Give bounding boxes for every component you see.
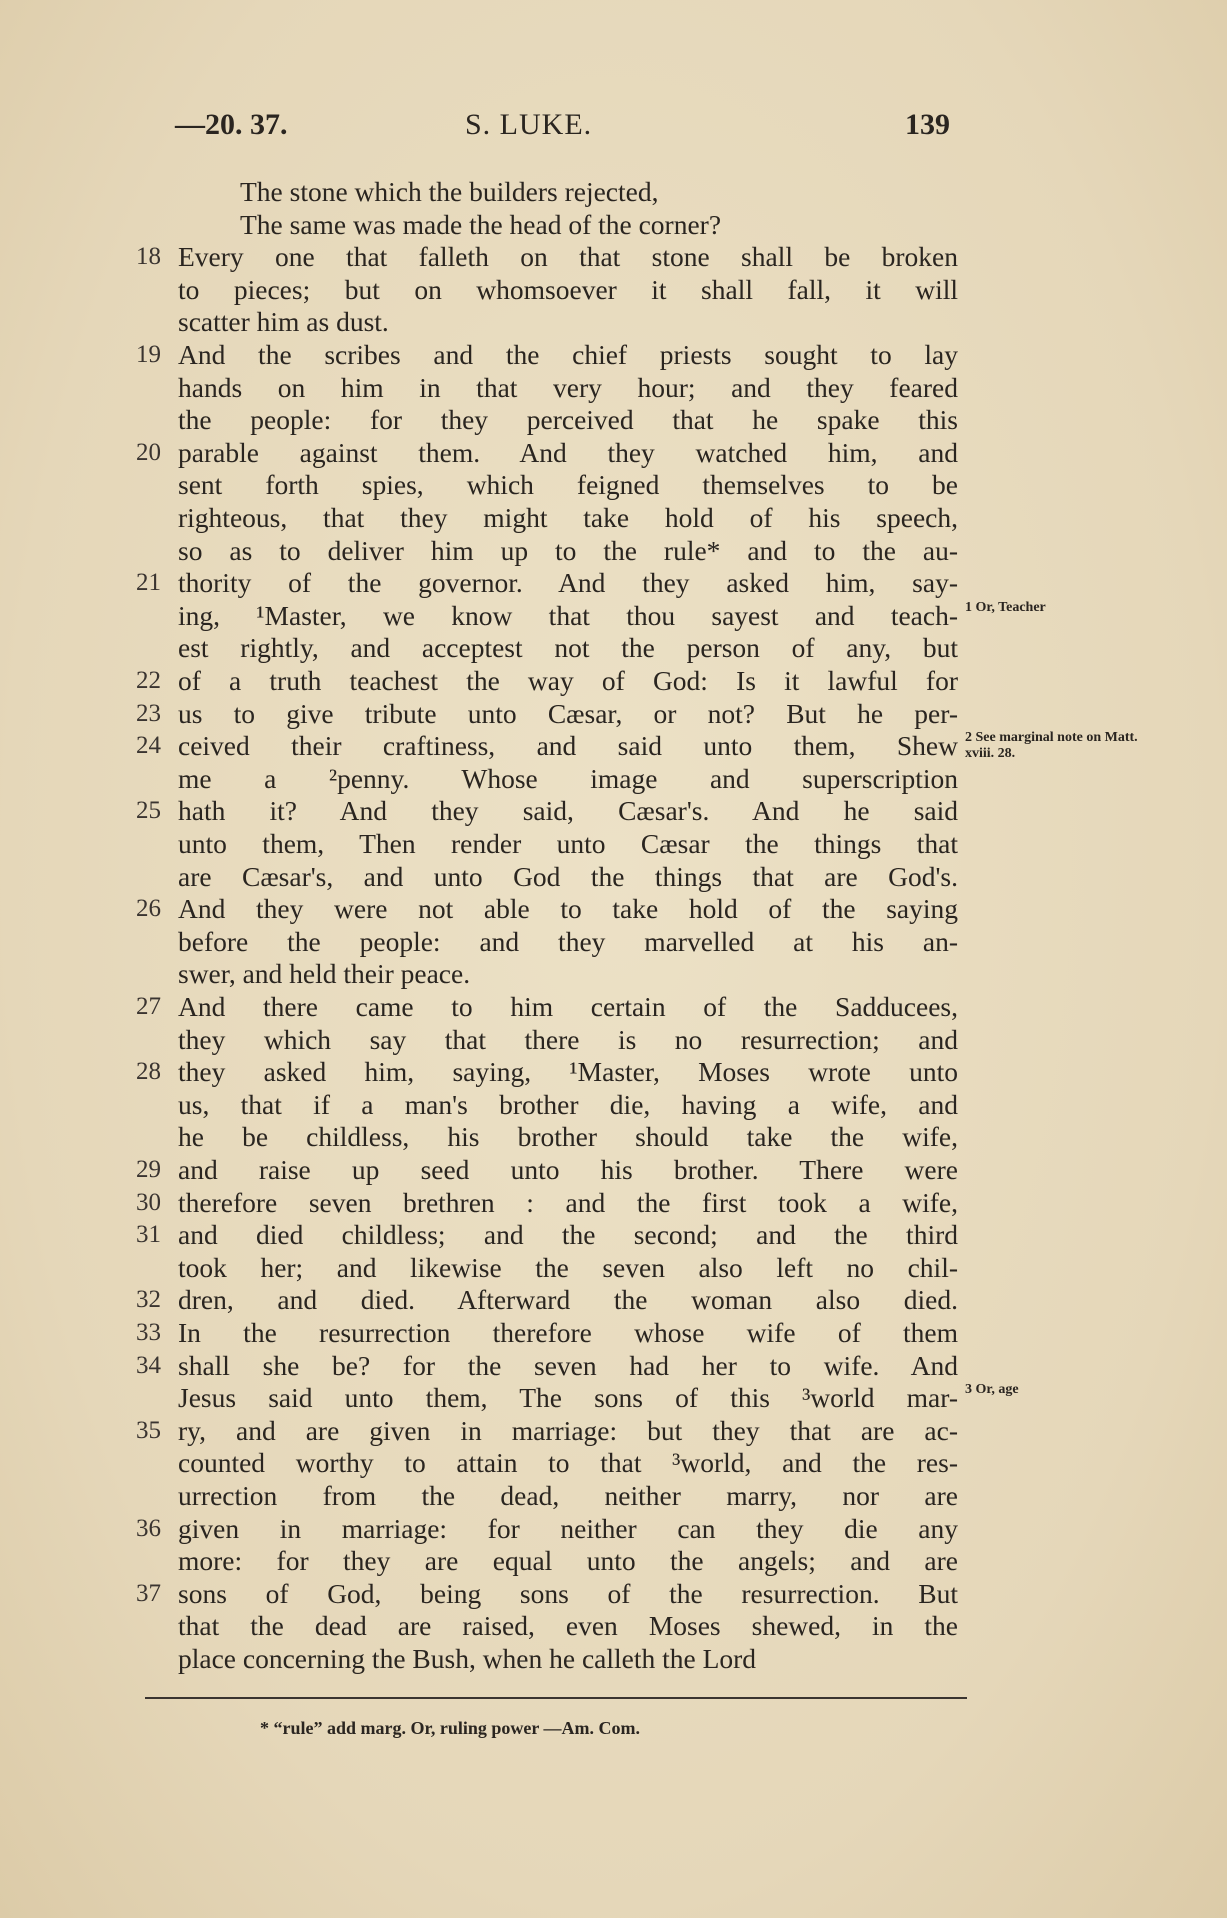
text-line xyxy=(0,1545,1227,1577)
verse-text: of a truth teachest the way of God: Is it lawful for xyxy=(178,665,958,696)
verse-text: The stone which the builders rejected, xyxy=(240,176,659,207)
verse-number: 19 xyxy=(136,341,161,368)
verse-number: 32 xyxy=(136,1286,161,1314)
verse-number: 24 xyxy=(136,732,161,760)
verse-number: 25 xyxy=(136,797,161,825)
text-line xyxy=(0,1513,1227,1545)
verse-text: And the scribes and the chief priests sought to lay xyxy=(178,339,958,370)
verse-text: us to give tribute unto Cæsar, or not? But he per- xyxy=(178,697,958,729)
page-number: 139 xyxy=(905,108,950,141)
verse-text: The same was made the head of the corner? xyxy=(240,208,722,240)
chapter-verse-range: —20. 37. xyxy=(175,108,288,141)
text-line xyxy=(0,828,1227,860)
verse-text: counted worthy to attain to that ³world, and the res- xyxy=(178,1447,958,1479)
text-line xyxy=(0,795,1227,827)
verse-text: scatter him as dust. xyxy=(178,306,389,338)
verse-text: And they were not able to take hold of the saying xyxy=(178,893,958,925)
verse-number: 37 xyxy=(136,1579,161,1607)
verse-text: us, that if a man's brother die, having a wife, and xyxy=(178,1088,958,1120)
text-line xyxy=(0,1643,1227,1675)
text-line xyxy=(0,1219,1227,1251)
text-line xyxy=(0,469,1227,501)
text-line xyxy=(0,1447,1227,1479)
verse-text: ceived their craftiness, and said unto them, Shew xyxy=(178,730,958,762)
text-line xyxy=(0,404,1227,436)
verse-text: est rightly, and acceptest not the person of any, but xyxy=(178,632,958,664)
verse-number: 20 xyxy=(136,438,161,466)
text-line xyxy=(0,1350,1227,1382)
verse-number: 22 xyxy=(136,667,161,694)
verse-text: sent forth spies, which feigned themselves to be xyxy=(178,469,958,501)
verse-text: urrection from the dead, neither marry, nor are xyxy=(178,1480,958,1511)
verse-text: Jesus said unto them, The sons of this ³world mar- xyxy=(178,1382,958,1414)
text-line xyxy=(0,176,1227,208)
text-line xyxy=(0,306,1227,338)
verse-text: In the resurrection therefore whose wife of them xyxy=(178,1317,958,1348)
text-line xyxy=(0,665,1227,697)
text-line xyxy=(0,274,1227,306)
verse-text: thority of the governor. And they asked him, say- xyxy=(178,567,958,599)
verse-text: ry, and are given in marriage: but they that are ac- xyxy=(178,1414,958,1446)
text-line xyxy=(0,958,1227,990)
verse-number: 33 xyxy=(136,1319,161,1346)
text-line xyxy=(0,1056,1227,1088)
text-line xyxy=(0,991,1227,1023)
verse-text: and died childless; and the second; and the third xyxy=(178,1219,958,1251)
verse-number: 30 xyxy=(136,1188,161,1216)
text-line xyxy=(0,1415,1227,1447)
text-line xyxy=(0,1187,1227,1219)
verse-text: before the people: and they marvelled at his an- xyxy=(178,925,958,957)
running-header xyxy=(175,108,955,148)
text-line xyxy=(0,1154,1227,1186)
verse-text: swer, and held their peace. xyxy=(178,958,471,990)
text-line xyxy=(0,1480,1227,1512)
text-line xyxy=(0,209,1227,241)
text-line xyxy=(0,1284,1227,1316)
verse-number: 18 xyxy=(136,243,161,271)
verse-text: place concerning the Bush, when he calleth the Lord xyxy=(178,1643,757,1674)
book-title: S. LUKE. xyxy=(465,108,593,141)
verse-number: 21 xyxy=(136,569,161,597)
verse-text: the people: for they perceived that he spake this xyxy=(178,404,958,436)
text-line xyxy=(0,1610,1227,1642)
verse-number: 26 xyxy=(136,895,161,923)
text-line xyxy=(0,600,1227,632)
verse-number: 35 xyxy=(136,1416,161,1444)
verse-text: sons of God, being sons of the resurrection. But xyxy=(178,1577,958,1609)
verse-text: given in marriage: for neither can they die any xyxy=(178,1512,958,1544)
margin-note: 1 Or, Teacher xyxy=(965,599,1046,615)
text-line xyxy=(0,730,1227,762)
text-line xyxy=(0,1317,1227,1349)
verse-text: they asked him, saying, ¹Master, Moses wrote unto xyxy=(178,1056,958,1088)
verse-number: 36 xyxy=(136,1514,161,1542)
text-line xyxy=(0,437,1227,469)
verse-text: hands on him in that very hour; and they feared xyxy=(178,371,958,403)
text-line xyxy=(0,502,1227,534)
verse-text: they which say that there is no resurrection; and xyxy=(178,1023,958,1055)
footnote-rule xyxy=(145,1697,967,1699)
verse-number: 31 xyxy=(136,1221,161,1249)
verse-number: 29 xyxy=(136,1156,161,1183)
text-line xyxy=(0,372,1227,404)
verse-text: and raise up seed unto his brother. There were xyxy=(178,1154,958,1185)
verse-text: parable against them. And they watched him, and xyxy=(178,436,958,468)
verse-text: ing, ¹Master, we know that thou sayest and teach- xyxy=(178,599,958,631)
text-line xyxy=(0,1024,1227,1056)
text-line xyxy=(0,926,1227,958)
text-line xyxy=(0,632,1227,664)
verse-number: 23 xyxy=(136,699,161,727)
text-line xyxy=(0,698,1227,730)
verse-text: Every one that falleth on that stone shall be broken xyxy=(178,241,958,273)
text-line xyxy=(0,241,1227,273)
verse-text: are Cæsar's, and unto God the things that are God's. xyxy=(178,860,958,892)
verse-text: dren, and died. Afterward the woman also died. xyxy=(178,1284,958,1316)
verse-text: he be childless, his brother should take the wife, xyxy=(178,1121,958,1153)
footnote: * “rule” add marg. Or, ruling power —Am. Com. xyxy=(260,1718,640,1738)
verse-number: 34 xyxy=(136,1351,161,1379)
text-line xyxy=(0,1382,1227,1414)
verse-number: 28 xyxy=(136,1058,161,1086)
verse-text: unto them, Then render unto Cæsar the things that xyxy=(178,828,958,859)
verse-text: righteous, that they might take hold of his speech, xyxy=(178,502,958,533)
verse-text: me a ²penny. Whose image and superscription xyxy=(178,762,958,794)
verse-text: hath it? And they said, Cæsar's. And he said xyxy=(178,795,958,827)
text-line xyxy=(0,1252,1227,1284)
text-line xyxy=(0,567,1227,599)
margin-note: 3 Or, age xyxy=(965,1382,1019,1398)
margin-note: 2 See marginal note on Matt. xviii. 28. xyxy=(965,730,1138,762)
verse-text: took her; and likewise the seven also left no chil- xyxy=(178,1251,958,1283)
text-line xyxy=(0,1089,1227,1121)
text-line xyxy=(0,893,1227,925)
verse-text: And there came to him certain of the Sadducees, xyxy=(178,991,958,1022)
verse-text: to pieces; but on whomsoever it shall fall, it will xyxy=(178,273,958,305)
text-line xyxy=(0,535,1227,567)
verse-text: shall she be? for the seven had her to wife. And xyxy=(178,1349,958,1381)
text-line xyxy=(0,339,1227,371)
text-line xyxy=(0,1121,1227,1153)
text-line xyxy=(0,1578,1227,1610)
text-line xyxy=(0,763,1227,795)
verse-text: that the dead are raised, even Moses shewed, in the xyxy=(178,1610,958,1642)
verse-text: more: for they are equal unto the angels; and are xyxy=(178,1545,958,1577)
verse-text: therefore seven brethren : and the first took a wife, xyxy=(178,1186,958,1218)
verse-number: 27 xyxy=(136,993,161,1020)
verse-text: so as to deliver him up to the rule* and to the au- xyxy=(178,534,958,566)
text-line xyxy=(0,861,1227,893)
